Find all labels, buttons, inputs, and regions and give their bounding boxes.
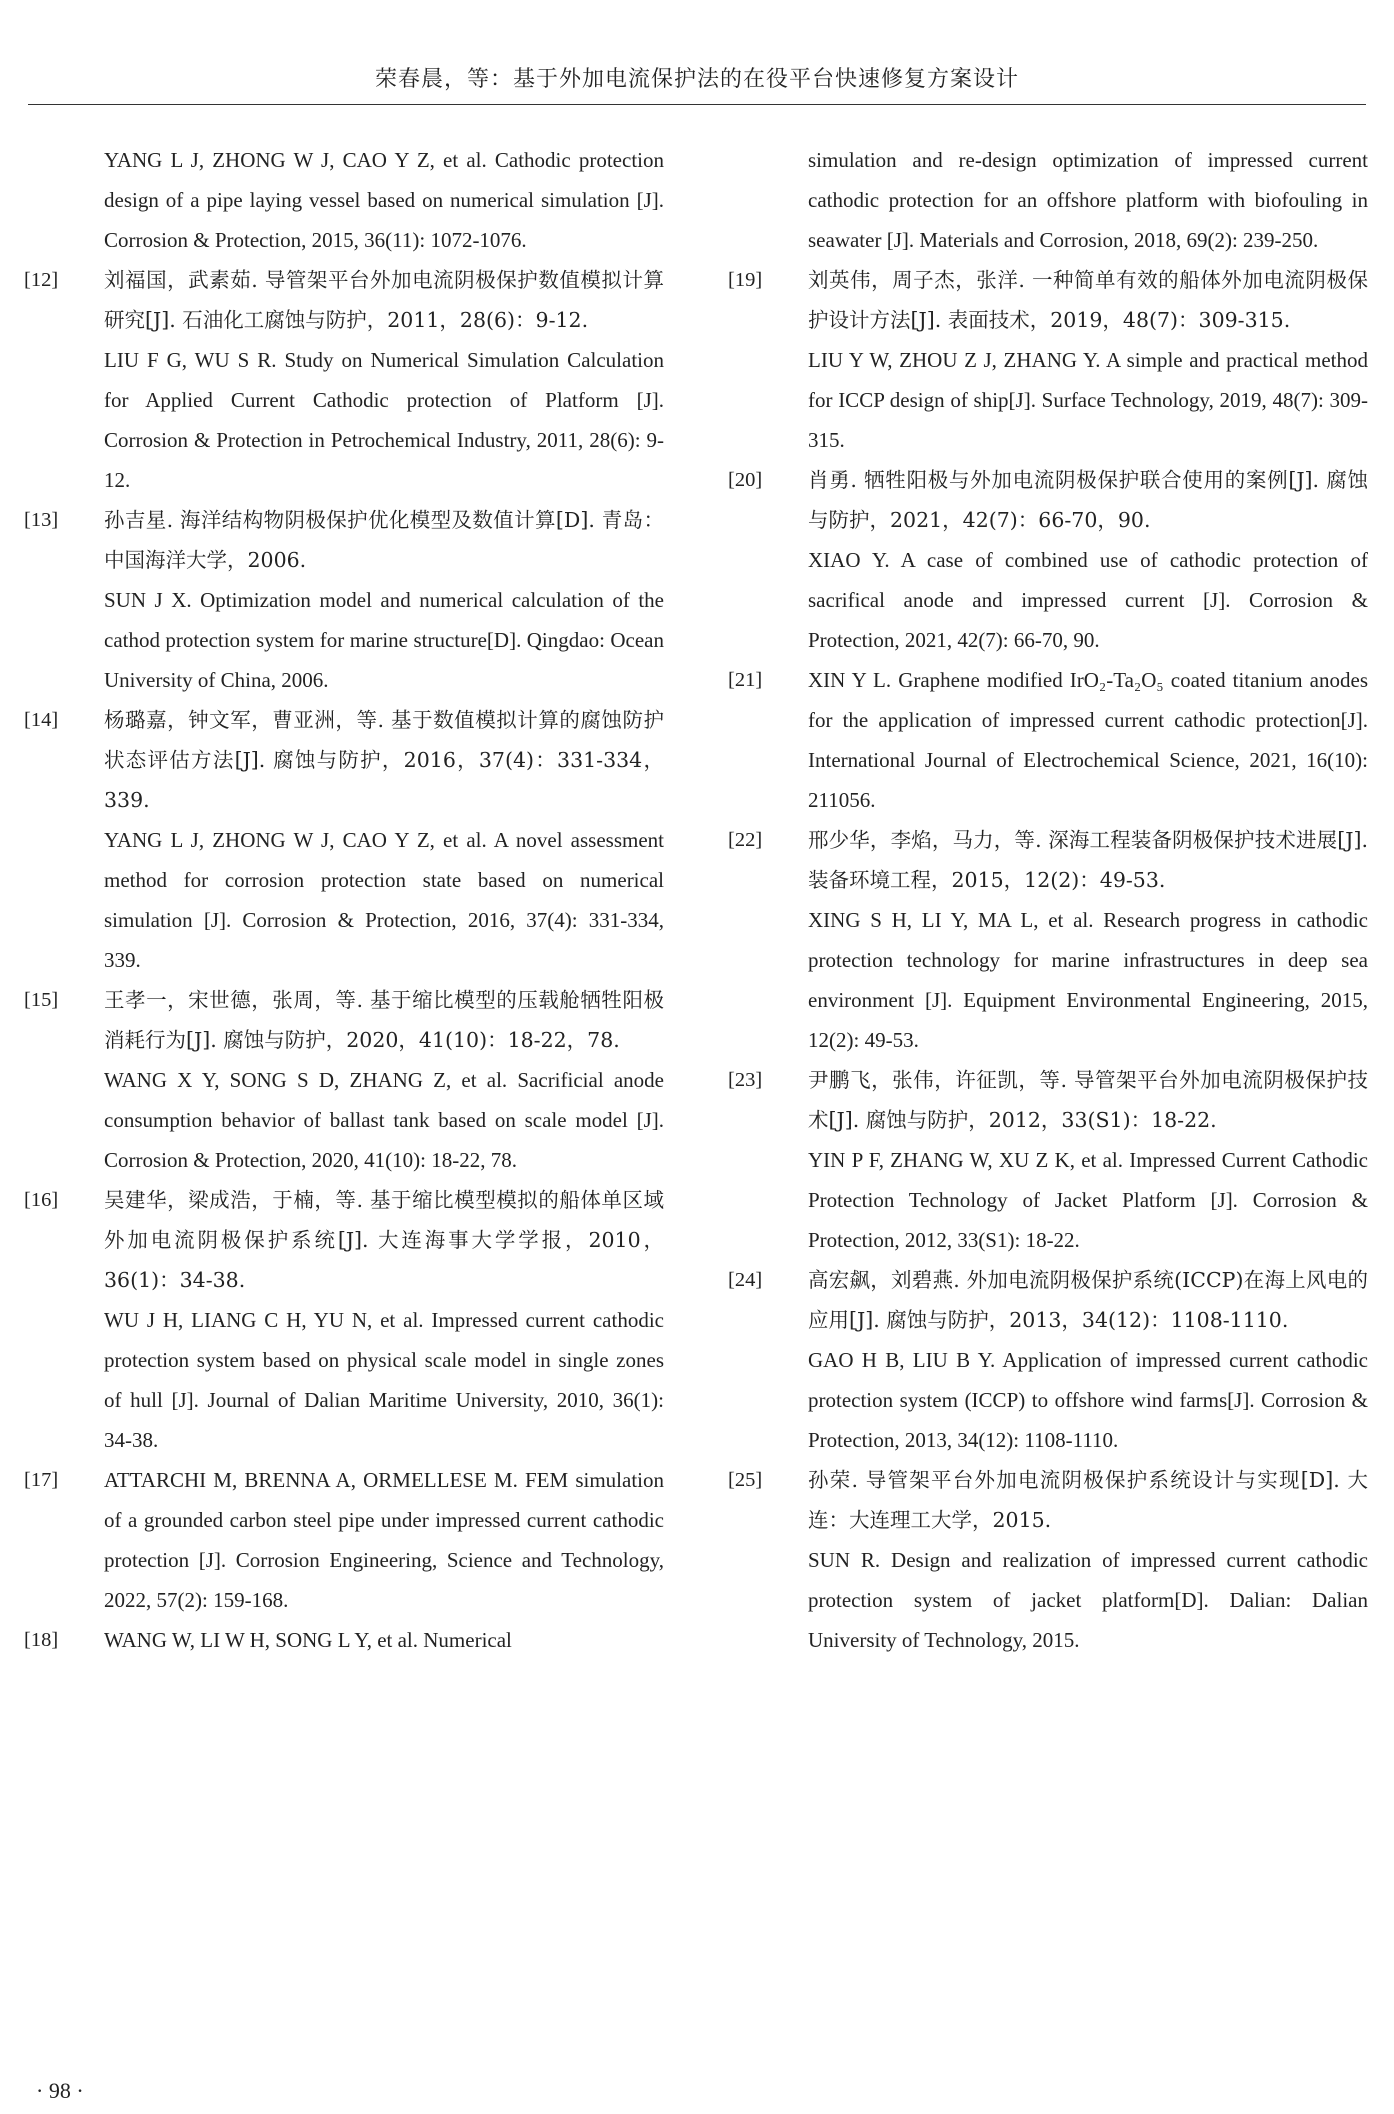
reference-number: [25] [728,1469,763,1491]
header-rule [28,104,1366,105]
reference-continued [728,140,1368,260]
reference-chinese: 肖勇. 牺牲阳极与外加电流阴极保护联合使用的案例[J]. 腐蚀与防护，2021，42(7)：66-70，90. [808,468,1368,532]
reference-number: [14] [24,709,59,731]
left-column [24,140,664,1660]
reference-24 [728,1260,1368,1460]
reference-25 [728,1460,1368,1660]
reference-18 [24,1620,664,1660]
reference-12 [24,260,664,500]
reference-number: [20] [728,469,763,491]
reference-number: [12] [24,269,59,291]
reference-number: [19] [728,269,763,291]
reference-english: WU J H, LIANG C H, YU N, et al. Impressed current cathodic protection system based on physical scale model in single zones of hull [J]. Journal of Dalian Maritime University, 2010, 36(1): 34-38. [104,1308,664,1452]
reference-chinese: 刘福国，武素茹. 导管架平台外加电流阴极保护数值模拟计算研究[J]. 石油化工腐蚀与防护，2011，28(6)：9-12. [104,268,664,332]
reference-english: XIAO Y. A case of combined use of cathodic protection of sacrifical anode and impressed current [J]. Corrosion & Protection, 2021, 42(7): 66-70, 90. [808,548,1368,652]
reference-23 [728,1060,1368,1260]
reference-chinese: 杨璐嘉，钟文军，曹亚洲，等. 基于数值模拟计算的腐蚀防护状态评估方法[J]. 腐蚀与防护，2016，37(4)：331-334，339. [104,708,664,812]
right-column [728,140,1368,1660]
reference-number: [15] [24,989,59,1011]
reference-number: [18] [24,1629,59,1651]
reference-english: simulation and re-design optimization of impressed current cathodic protection for an offshore platform with biofouling in seawater [J]. Materials and Corrosion, 2018, 69(2): 239-250. [808,148,1368,252]
reference-20 [728,460,1368,660]
reference-english: XIN Y L. Graphene modified IrO₂-Ta₂O₅ coated titanium anodes for the application of impressed current cathodic protection[J]. International Journal of Electrochemical Science, 2021, 16(10): 211056. [808,668,1368,812]
reference-continued [24,140,664,260]
reference-15 [24,980,664,1180]
reference-chinese: 尹鹏飞，张伟，许征凯，等. 导管架平台外加电流阴极保护技术[J]. 腐蚀与防护，2012，33(S1)：18-22. [808,1068,1368,1132]
reference-number: [24] [728,1269,763,1291]
reference-chinese: 刘英伟，周子杰，张洋. 一种简单有效的船体外加电流阴极保护设计方法[J]. 表面技术，2019，48(7)：309-315. [808,268,1368,332]
reference-english: ATTARCHI M, BRENNA A, ORMELLESE M. FEM simulation of a grounded carbon steel pipe under impressed current cathodic protection [J]. Corrosion Engineering, Science and Technology, 2022, 57(2): 159-168. [104,1468,664,1612]
reference-chinese: 王孝一，宋世德，张周，等. 基于缩比模型的压载舱牺牲阳极消耗行为[J]. 腐蚀与防护，2020，41(10)：18-22，78. [104,988,664,1052]
reference-english: LIU Y W, ZHOU Z J, ZHANG Y. A simple and practical method for ICCP design of ship[J]. Surface Technology, 2019, 48(7): 309-315. [808,348,1368,452]
reference-number: [22] [728,829,763,851]
reference-english: SUN J X. Optimization model and numerical calculation of the cathod protection system for marine structure[D]. Qingdao: Ocean University of China, 2006. [104,588,664,692]
page-number: · 98 · [36,2078,84,2103]
reference-english: WANG W, LI W H, SONG L Y, et al. Numerical [104,1628,512,1652]
reference-number: [21] [728,669,763,691]
reference-chinese: 孙吉星. 海洋结构物阴极保护优化模型及数值计算[D]. 青岛：中国海洋大学，2006. [104,508,664,572]
reference-english: YANG L J, ZHONG W J, CAO Y Z, et al. Cathodic protection design of a pipe laying vessel based on numerical simulation [J]. Corrosion & Protection, 2015, 36(11): 1072-1076. [104,148,664,252]
reference-english: YIN P F, ZHANG W, XU Z K, et al. Impressed Current Cathodic Protection Technology of Jacket Platform [J]. Corrosion & Protection, 2012, 33(S1): 18-22. [808,1148,1368,1252]
reference-14 [24,700,664,980]
reference-13 [24,500,664,700]
reference-chinese: 吴建华，梁成浩，于楠，等. 基于缩比模型模拟的船体单区域外加电流阴极保护系统[J]. 大连海事大学学报，2010，36(1)：34-38. [104,1188,664,1292]
reference-english: WANG X Y, SONG S D, ZHANG Z, et al. Sacrificial anode consumption behavior of ballast tank based on scale model [J]. Corrosion & Protection, 2020, 41(10): 18-22, 78. [104,1068,664,1172]
running-title: 荣春晨，等：基于外加电流保护法的在役平台快速修复方案设计 [374,67,1019,92]
reference-number: [17] [24,1469,59,1491]
reference-number: [13] [24,509,59,531]
reference-16 [24,1180,664,1460]
reference-number: [16] [24,1189,59,1211]
reference-english: LIU F G, WU S R. Study on Numerical Simulation Calculation for Applied Current Cathodic protection of Platform [J]. Corrosion & Protection in Petrochemical Industry, 2011, 28(6): 9-12. [104,348,664,492]
reference-21 [728,660,1368,820]
reference-17 [24,1460,664,1620]
reference-chinese: 高宏飙，刘碧燕. 外加电流阴极保护系统(ICCP)在海上风电的应用[J]. 腐蚀与防护，2013，34(12)：1108-1110. [808,1268,1368,1332]
reference-english: SUN R. Design and realization of impressed current cathodic protection system of jacket platform[D]. Dalian: Dalian University of Technology, 2015. [808,1548,1368,1652]
reference-19 [728,260,1368,460]
reference-chinese: 孙荣. 导管架平台外加电流阴极保护系统设计与实现[D]. 大连：大连理工大学，2015. [808,1468,1368,1532]
reference-number: [23] [728,1069,763,1091]
reference-english: XING S H, LI Y, MA L, et al. Research progress in cathodic protection technology for marine infrastructures in deep sea environment [J]. Equipment Environmental Engineering, 2015, 12(2): 49-53. [808,908,1368,1052]
reference-english: YANG L J, ZHONG W J, CAO Y Z, et al. A novel assessment method for corrosion protection state based on numerical simulation [J]. Corrosion & Protection, 2016, 37(4): 331-334, 339. [104,828,664,972]
reference-english: GAO H B, LIU B Y. Application of impressed current cathodic protection system (ICCP) to offshore wind farms[J]. Corrosion & Protection, 2013, 34(12): 1108-1110. [808,1348,1368,1452]
reference-chinese: 邢少华，李焰，马力，等. 深海工程装备阴极保护技术进展[J]. 装备环境工程，2015，12(2)：49-53. [808,828,1368,892]
reference-22 [728,820,1368,1060]
